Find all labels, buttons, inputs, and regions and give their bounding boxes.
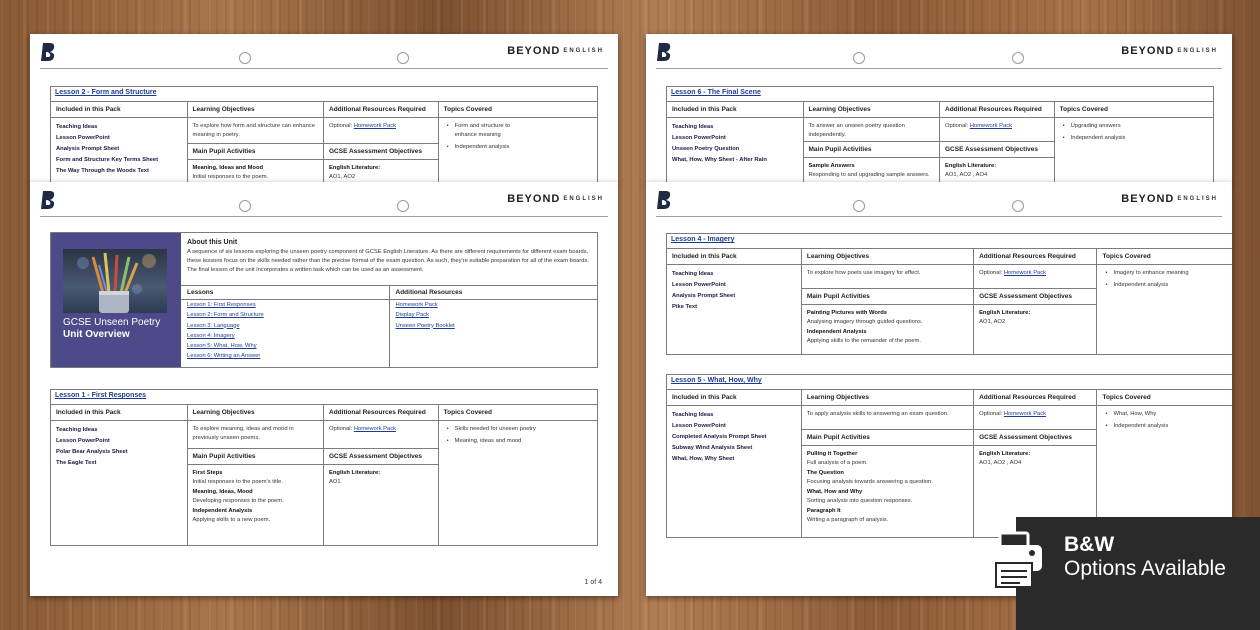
punch-hole: [397, 200, 409, 212]
page-header: [646, 182, 1232, 218]
page-top-right: [646, 34, 1232, 184]
activity-desc: Writing a paragraph of analysis.: [806, 517, 889, 523]
activity-title: Independent Analysis: [806, 329, 867, 335]
homework-pack-link[interactable]: Homework Pack: [353, 426, 397, 432]
homework-pack-link[interactable]: Homework Pack: [353, 123, 397, 129]
lesson-1-table: [50, 389, 598, 546]
topic-item: • What, How, Why: [1102, 410, 1232, 419]
brand-logo: BEYOND ENGLISH: [507, 45, 604, 57]
pencils-photo: [63, 249, 167, 313]
col-header-assessment: GCSE Assessment Objectives: [940, 142, 1054, 158]
activity-title: First Steps: [192, 470, 223, 476]
pack-item: What, How, Why Sheet - After Rain: [672, 157, 767, 163]
activity-title: Painting Pictures with Words: [806, 310, 887, 316]
pack-item: Completed Analysis Prompt Sheet: [672, 434, 767, 440]
col-header-activities: Main Pupil Activities: [802, 430, 973, 446]
pack-item: Analysis Prompt Sheet: [56, 146, 120, 152]
header-rule: [656, 216, 1222, 217]
assessment-value: AO1: [329, 479, 341, 485]
topic-item: • Meaning, ideas and mood: [444, 437, 592, 446]
unit-overview: [50, 232, 598, 368]
page-header: [30, 182, 618, 218]
resource-link[interactable]: Homework Pack: [395, 302, 438, 308]
bw-options-badge: [1016, 517, 1260, 630]
col-header-activities: Main Pupil Activities: [188, 449, 324, 465]
activity-desc: Analysing imagery through guided questions.: [806, 319, 923, 325]
punch-hole: [397, 52, 409, 64]
pack-item: Teaching Ideas: [672, 124, 714, 130]
pencil-cup-icon: [63, 249, 167, 313]
activity-desc: Applying skills to the remainder of the poem.: [806, 338, 921, 344]
objective-text: To explore how form and structure can enhance meaning in poetry.: [188, 118, 324, 144]
activity-desc: Responding to and upgrading sample answers.: [808, 172, 930, 178]
topic-item: • Independent analysis: [444, 143, 592, 152]
beyond-logo-icon: [656, 42, 672, 62]
col-header-resources: Additional Resources Required: [974, 249, 1096, 265]
activity-title: Pulling it Together: [806, 451, 858, 457]
pack-item: Teaching Ideas: [56, 124, 98, 130]
col-header-activities: Main Pupil Activities: [802, 289, 973, 305]
pack-item: Analysis Prompt Sheet: [672, 293, 736, 299]
pack-item: The Way Through the Woods Text: [56, 168, 149, 174]
lesson-5-table: [666, 374, 1232, 538]
assessment-label: English Literature:: [979, 310, 1031, 316]
lesson-title[interactable]: Lesson 2 - Form and Structure: [51, 87, 597, 102]
pack-item: Lesson PowerPoint: [672, 282, 726, 288]
pack-item: Unseen Poetry Question: [672, 146, 740, 152]
col-header-activities: Main Pupil Activities: [188, 144, 324, 160]
overview-cover: [51, 233, 181, 368]
pack-item: The Eagle Text: [56, 460, 97, 466]
col-header-topics: Topics Covered: [439, 102, 597, 118]
header-rule: [656, 68, 1222, 69]
pack-item: Teaching Ideas: [672, 271, 714, 277]
activity-desc: Initial responses to the poem's title.: [192, 479, 283, 485]
col-header-included: Included in this Pack: [667, 102, 803, 118]
beyond-logo-icon: [40, 190, 56, 210]
lesson-2-table: [50, 86, 598, 184]
activity-title: The Question: [806, 470, 844, 476]
lesson-title[interactable]: Lesson 6 - The Final Scene: [667, 87, 1213, 102]
col-header-assessment: GCSE Assessment Objectives: [974, 430, 1096, 446]
topic-item: • Imagery to enhance meaning: [1102, 269, 1232, 278]
assessment-label: English Literature:: [329, 165, 381, 171]
col-header-included: Included in this Pack: [667, 249, 801, 265]
punch-hole: [239, 200, 251, 212]
col-header-objectives: Learning Objectives: [802, 249, 973, 265]
assessment-value: AO1, AO2 , AO4: [945, 172, 988, 178]
col-header-topics: Topics Covered: [439, 405, 597, 421]
homework-pack-link[interactable]: Homework Pack: [1003, 411, 1047, 417]
lesson-link[interactable]: Lesson 6: Writing an Answer: [187, 353, 261, 360]
about-heading: About this Unit: [187, 239, 238, 246]
lesson-link[interactable]: Lesson 2: Form and Structure: [187, 312, 264, 319]
lesson-link[interactable]: Lesson 4: Imagery: [187, 332, 235, 339]
beyond-logo-icon: [40, 42, 56, 62]
activity-title: Meaning, Ideas and Mood: [192, 165, 264, 171]
pack-item: Lesson PowerPoint: [672, 423, 726, 429]
brand-logo: BEYOND ENGLISH: [1121, 45, 1218, 57]
activity-title: Meaning, Ideas, Mood: [192, 489, 253, 495]
topic-item: • Form and structure to enhance meaning: [444, 122, 534, 140]
col-header-assessment: GCSE Assessment Objectives: [324, 449, 438, 465]
beyond-logo-icon: [656, 190, 672, 210]
lesson-title[interactable]: Lesson 5 - What, How, Why: [667, 375, 1232, 390]
badge-title: B&W: [1064, 533, 1115, 556]
pack-item: Polar Bear Analysis Sheet: [56, 449, 128, 455]
assessment-value: AO1, AO2: [329, 174, 356, 180]
activity-desc: Developing responses to the poem.: [192, 498, 284, 504]
lessons-list: [181, 286, 390, 367]
topic-item: • Skills needed for unseen poetry: [444, 425, 592, 434]
assessment-value: AO1, AO2: [979, 319, 1006, 325]
pack-item: Lesson PowerPoint: [56, 135, 110, 141]
punch-hole: [853, 200, 865, 212]
col-header-included: Included in this Pack: [51, 102, 187, 118]
pack-item: Teaching Ideas: [672, 412, 714, 418]
page-number: 1 of 4: [584, 579, 602, 586]
topic-item: • Independent analysis: [1102, 281, 1232, 290]
col-header-objectives: Learning Objectives: [188, 405, 324, 421]
col-header-included: Included in this Pack: [667, 390, 801, 406]
objective-text: To explore meaning, ideas and mood in previously unseen poems.: [188, 421, 324, 449]
pack-item: Lesson PowerPoint: [672, 135, 726, 141]
page-header: [30, 34, 618, 70]
col-header-objectives: Learning Objectives: [804, 102, 940, 118]
lesson-title[interactable]: Lesson 1 - First Responses: [51, 390, 597, 405]
lesson-link[interactable]: Lesson 5: What, How, Why: [187, 343, 257, 350]
cover-subtitle: Unit Overview: [63, 329, 130, 340]
topic-item: • Independent analysis: [1102, 422, 1232, 431]
col-header-resources: Additional Resources Required: [940, 102, 1054, 118]
homework-pack-link[interactable]: Homework Pack: [969, 123, 1013, 129]
col-header-included: Included in this Pack: [51, 405, 187, 421]
col-header-topics: Topics Covered: [1097, 390, 1232, 406]
pack-item: What, How, Why Sheet: [672, 456, 735, 462]
activity-desc: Focusing analysis towards answering a question.: [806, 479, 933, 485]
col-header-objectives: Learning Objectives: [802, 390, 973, 406]
punch-hole: [1012, 200, 1024, 212]
header-rule: [40, 68, 608, 69]
brand-logo: BEYOND ENGLISH: [1121, 193, 1218, 205]
assessment-label: English Literature:: [979, 451, 1031, 457]
activity-title: Sample Answers: [808, 163, 855, 169]
lesson-link[interactable]: Lesson 3: Language: [187, 322, 240, 329]
col-header-activities: Main Pupil Activities: [804, 142, 940, 158]
objective-text: To explore how poets use imagery for effect.: [802, 265, 973, 289]
col-header-topics: Topics Covered: [1055, 102, 1213, 118]
col-header-resources: Additional Resources Required: [324, 405, 438, 421]
lesson-4-table: [666, 233, 1232, 355]
lessons-heading: Lessons: [181, 286, 389, 300]
activity-desc: Full analysis of a poem.: [806, 460, 868, 466]
col-header-resources: Additional Resources Required: [974, 390, 1096, 406]
resources-heading: Additional Resources: [390, 286, 598, 300]
page-bottom-left: [30, 182, 618, 596]
col-header-topics: Topics Covered: [1097, 249, 1232, 265]
page-top-left: [30, 34, 618, 184]
activity-desc: Sorting analysis into question responses.: [806, 498, 913, 504]
overview-body: [181, 233, 597, 367]
badge-subtitle: Options Available: [1064, 557, 1226, 580]
activity-title: Paragraph It: [806, 508, 841, 514]
resource-link[interactable]: Unseen Poetry Booklet: [395, 322, 455, 329]
punch-hole: [1012, 52, 1024, 64]
punch-hole: [853, 52, 865, 64]
pack-item: Teaching Ideas: [56, 427, 98, 433]
activity-title: What, How and Why: [806, 489, 863, 495]
resources-list: [390, 286, 598, 367]
lesson-6-table: [666, 86, 1214, 184]
about-text: A sequence of six lessons exploring the unseen poetry component of GCSE English Literature. As there are different requirements for different exam boards, these lessons focus on the skills needed rather than the precise format of the exam question. As such, they're suitable preparation for all of the exam boards. The final lesson of the unit incorporates a written task which can be used as an assessment.: [187, 249, 589, 273]
resource-cell: Optional: Homework Pack: [324, 118, 438, 144]
assessment-label: English Literature:: [329, 470, 381, 476]
punch-hole: [239, 52, 251, 64]
lesson-title[interactable]: Lesson 4 - Imagery: [667, 234, 1232, 249]
pack-item: Form and Structure Key Terms Sheet: [56, 157, 159, 163]
activity-title: Independent Analysis: [192, 508, 253, 514]
page-header: [646, 34, 1232, 70]
col-header-resources: Additional Resources Required: [324, 102, 438, 118]
resource-cell: Optional: Homework Pack: [324, 421, 438, 449]
resource-cell: Optional: Homework Pack: [974, 406, 1096, 430]
assessment-value: AO1, AO2 , AO4: [979, 460, 1022, 466]
homework-pack-link[interactable]: Homework Pack: [1003, 270, 1047, 276]
assessment-label: English Literature:: [945, 163, 997, 169]
activity-desc: Applying skills to a new poem.: [192, 517, 271, 523]
objective-text: To apply analysis skills to answering an exam question.: [802, 406, 973, 430]
objective-text: To answer an unseen poetry question independently.: [804, 118, 940, 142]
col-header-objectives: Learning Objectives: [188, 102, 324, 118]
activity-desc: Initial responses to the poem.: [192, 174, 269, 180]
topic-item: • Upgrading answers: [1060, 122, 1208, 131]
col-header-assessment: GCSE Assessment Objectives: [974, 289, 1096, 305]
brand-logo: BEYOND ENGLISH: [507, 193, 604, 205]
pack-item: Lesson PowerPoint: [56, 438, 110, 444]
resource-link[interactable]: Display Pack: [395, 312, 430, 319]
topic-item: • Independent analysis: [1060, 134, 1208, 143]
resource-cell: Optional: Homework Pack: [940, 118, 1054, 142]
printer-icon: [984, 531, 1062, 591]
pack-item: Subway Wind Analysis Sheet: [672, 445, 753, 451]
lesson-link[interactable]: Lesson 1: First Responses: [187, 302, 256, 308]
resource-cell: Optional: Homework Pack: [974, 265, 1096, 289]
pack-item: Pike Text: [672, 304, 698, 310]
cover-title: GCSE Unseen Poetry: [63, 317, 161, 328]
header-rule: [40, 216, 608, 217]
col-header-assessment: GCSE Assessment Objectives: [324, 144, 438, 160]
